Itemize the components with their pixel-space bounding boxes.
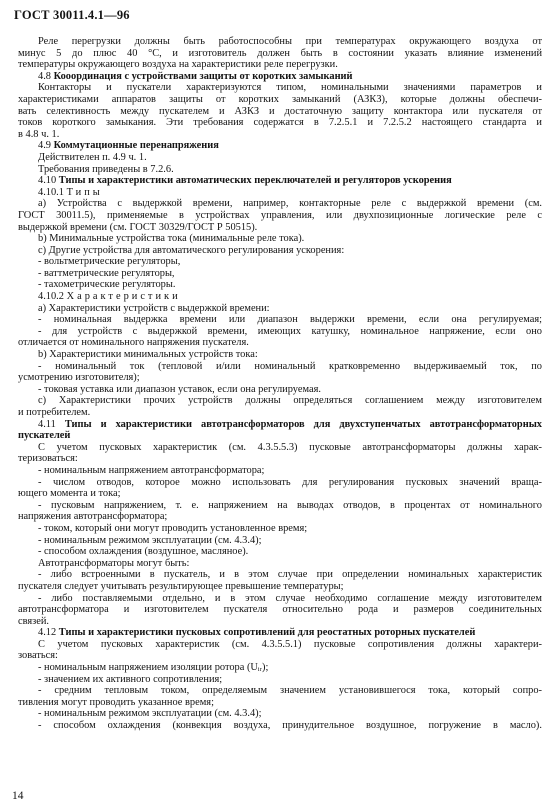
text-line: [18, 546, 542, 558]
line-text: c) Характеристики прочих устройств должны определяться соглашением между изготовителем: [38, 395, 542, 407]
text-line: [18, 708, 542, 720]
text-line: [18, 59, 542, 71]
text-line: [18, 430, 542, 442]
line-text: - способом охлаждения (конвекция воздуха, принудительное воздушное, погружение в масло).: [38, 720, 542, 732]
text-line: [18, 94, 542, 106]
text-line: [18, 337, 542, 349]
text-line: [18, 233, 542, 245]
line-text: минус 5 до плюс 40 °С, и изготовитель должен быть в состоянии указать влияние изменений: [18, 47, 542, 59]
line-text: С учетом пусковых характеристик (см. 4.3.5.5.1) пусковые сопротивления должны характери-: [38, 638, 542, 650]
line-text: температуры окружающего воздуха на характеристики реле перегрузки.: [18, 59, 338, 71]
line-text: напряжения автотрансформатора;: [18, 511, 168, 523]
line-text: теризоваться:: [18, 453, 78, 465]
spaced-heading: Типы: [66, 186, 103, 198]
line-text: - значением их активного сопротивления;: [38, 673, 223, 685]
line-text: ГОСТ 30011.5), применяемые в устройствах управления, или двухпозиционные логические реле с: [18, 209, 542, 221]
section-heading: Коммутационные перенапряжения: [53, 140, 219, 152]
line-text: 4.8: [38, 70, 54, 82]
text-line: [18, 500, 542, 512]
text-line: [18, 48, 542, 60]
text-line: [18, 407, 542, 419]
text-line: [18, 639, 542, 651]
line-text: - числом отводов, которое можно использовать для регулирования пусковых значений враща-: [38, 476, 542, 488]
section-heading: Типы и характеристики автоматических переключателей и регуляторов ускорения: [58, 175, 452, 187]
line-text: тивления могут проводить указанное время;: [18, 696, 214, 708]
line-text: вать селективность между пускателем и АЗКЗ и достаточную защиту контактора или пускателя от: [18, 105, 542, 117]
text-line: [18, 82, 542, 94]
text-line: [18, 291, 542, 303]
line-text: выдержкой времени (см. ГОСТ 30329/ГОСТ Р 50515).: [18, 221, 258, 233]
text-line: [18, 268, 542, 280]
line-text: - средним тепловым током, определяемым значением установившегося тока, который сопро-: [38, 685, 542, 697]
text-line: [18, 720, 542, 732]
section-heading: Типы и характеристики автотрансформаторов для двухступенчатых автотрансформаторных: [64, 418, 542, 430]
text-line: [18, 465, 542, 477]
line-text: - способом охлаждения (воздушное, масляное).: [38, 546, 249, 558]
text-line: [18, 349, 542, 361]
text-line: [18, 442, 542, 454]
text-line: [18, 523, 542, 535]
line-text: 4.12: [38, 627, 59, 639]
text-line: [18, 71, 542, 83]
line-text: - токовая уставка или диапазон уставок, если она регулируемая.: [38, 383, 321, 395]
line-text: пускателя следует учитывать результирующее превышение температуры;: [18, 580, 344, 592]
page-number: 14: [12, 790, 24, 802]
text-line: [18, 36, 542, 48]
line-text: - либо встроенными в пускатель, и в этом случае при определении номинальных характеристик: [38, 569, 542, 581]
text-line: [18, 314, 542, 326]
text-line: [18, 535, 542, 547]
text-line: [18, 685, 542, 697]
line-text: токов короткого замыкания. Эти требования содержатся в 7.2.5.1 и 7.2.5.2 настоящего стандарта и: [18, 117, 542, 129]
section-heading: Типы и характеристики пусковых сопротивлений для реостатных роторных пускателей: [58, 627, 476, 639]
line-text: ющего момента и тока;: [18, 488, 121, 500]
text-line: [18, 106, 542, 118]
text-line: [18, 419, 542, 431]
text-line: [18, 279, 542, 291]
text-line: [18, 245, 542, 257]
text-line: [18, 616, 542, 628]
line-text: - номинальным напряжением автотрансформатора;: [38, 464, 265, 476]
line-text: 4.11: [38, 418, 65, 430]
text-line: [18, 650, 542, 662]
text-line: [18, 674, 542, 686]
line-text: - ваттметрические регуляторы,: [38, 267, 175, 279]
text-line: [18, 129, 542, 141]
text-line: [18, 175, 542, 187]
line-text: зоваться:: [18, 650, 58, 662]
text-line: [18, 222, 542, 234]
line-text: - током, который они могут проводить установленное время;: [38, 522, 308, 534]
line-text: - номинальным напряжением изоляции ротора (Uᵢᵣ);: [38, 662, 269, 674]
text-line: [18, 303, 542, 315]
line-text: усмотрению изготовителя);: [18, 372, 140, 384]
line-text: 4.10.1: [38, 186, 67, 198]
document-body: [18, 36, 542, 732]
text-line: [18, 361, 542, 373]
line-text: 4.10: [38, 175, 59, 187]
line-text: автотрансформатора и изготовителем пускателя относительно рода и размеров соединительных: [18, 604, 542, 616]
line-text: Реле перегрузки должны быть работоспособны при температурах окружающего воздуха от: [38, 36, 542, 47]
text-line: [18, 511, 542, 523]
text-line: [18, 593, 542, 605]
line-text: связей.: [18, 615, 50, 627]
line-text: - номинальным режимом эксплуатации (см. 4.3.4);: [38, 534, 262, 546]
document-header: ГОСТ 30011.4.1—96: [14, 8, 130, 22]
line-text: в 4.8 ч. 1.: [18, 128, 60, 140]
line-text: - для устройств с выдержкой времени, имеющих катушку, номинальное напряжение, если оно: [38, 325, 542, 337]
text-line: [18, 604, 542, 616]
text-line: [18, 627, 542, 639]
text-line: [18, 558, 542, 570]
text-line: [18, 697, 542, 709]
line-text: отличается от номинального напряжения пускателя.: [18, 337, 249, 349]
line-text: - вольтметрические регуляторы,: [38, 256, 181, 268]
line-text: - номинальный ток (тепловой и/или номинальный кратковременно выдерживаемый ток, по: [38, 360, 542, 372]
text-line: [18, 210, 542, 222]
line-text: Контакторы и пускатели характеризуются типом, номинальными значениями параметров и: [38, 82, 542, 94]
spaced-heading: Характеристики: [66, 291, 181, 303]
text-line: [18, 372, 542, 384]
line-text: b) Характеристики минимальных устройств тока:: [38, 349, 258, 361]
text-line: [18, 152, 542, 164]
text-line: [18, 164, 542, 176]
line-text: - тахометрические регуляторы.: [38, 279, 176, 291]
text-line: [18, 256, 542, 268]
section-heading: пускателей: [18, 430, 71, 442]
line-text: a) Характеристики устройств с выдержкой времени:: [38, 302, 270, 314]
text-line: [18, 187, 542, 199]
section-heading: Кооординация с устройствами защиты от коротких замыканий: [53, 70, 353, 82]
line-text: - пусковым напряжением, т. е. напряжением на выводах отводов, в процентах от номинального: [38, 499, 542, 511]
line-text: С учетом пусковых характеристик (см. 4.3.5.5.3) пусковые автотрансформаторы должны харак-: [38, 441, 542, 453]
text-line: [18, 384, 542, 396]
text-line: [18, 477, 542, 489]
text-line: [18, 662, 542, 674]
text-line: [18, 140, 542, 152]
line-text: - номинальная выдержка времени или диапазон выдержки времени, если она регулируемая;: [38, 314, 542, 326]
text-line: [18, 453, 542, 465]
line-text: и потребителем.: [18, 407, 91, 418]
text-line: [18, 581, 542, 593]
text-line: [18, 569, 542, 581]
line-text: Автотрансформаторы могут быть:: [38, 557, 190, 569]
line-text: a) Устройства с выдержкой времени, например, контакторные реле с выдержкой времени (см.: [38, 198, 542, 210]
text-line: [18, 395, 542, 407]
text-line: [18, 326, 542, 338]
text-line: [18, 488, 542, 500]
line-text: характеристиками аппаратов защиты от коротких замыканий (АЗКЗ), которые должны обеспечи-: [18, 93, 542, 105]
text-line: [18, 198, 542, 210]
line-text: 4.10.2: [38, 291, 67, 303]
line-text: - номинальным режимом эксплуатации (см. 4.3.4);: [38, 708, 262, 720]
text-line: [18, 117, 542, 129]
line-text: b) Минимальные устройства тока (минимальные реле тока).: [38, 233, 305, 245]
line-text: - либо поставляемыми отдельно, и в этом случае необходимо соглашение между изготовителем: [38, 592, 542, 604]
line-text: 4.9: [38, 140, 54, 152]
line-text: c) Другие устройства для автоматического регулирования ускорения:: [38, 244, 345, 256]
line-text: Требования приведены в 7.2.6.: [38, 163, 174, 175]
line-text: Действителен п. 4.9 ч. 1.: [38, 151, 147, 163]
